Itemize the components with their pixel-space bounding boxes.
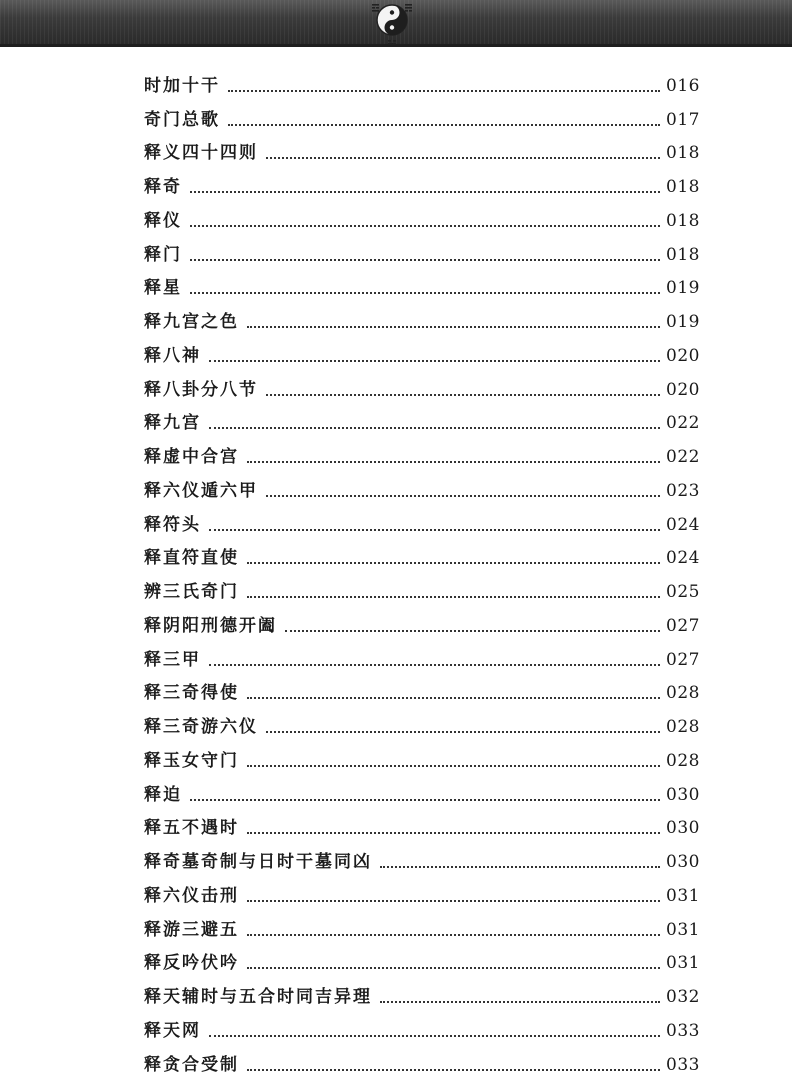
toc-entry[interactable] xyxy=(144,908,700,942)
toc-entry-title: 释义四十四则 xyxy=(144,143,258,164)
dot-leader xyxy=(228,90,660,92)
dot-leader xyxy=(190,225,660,227)
toc-entry-page: 030 xyxy=(666,784,700,805)
toc-entry-title: 释八卦分八节 xyxy=(144,379,258,400)
toc-entry-page: 033 xyxy=(666,1020,700,1041)
toc-entry-title: 释九宫之色 xyxy=(144,312,239,332)
toc-entry-page: 028 xyxy=(666,717,700,737)
toc-entry-title: 释星 xyxy=(144,278,182,299)
toc-entry[interactable] xyxy=(144,570,700,604)
taiji-emblem-icon xyxy=(364,0,420,48)
toc-entry-page: 030 xyxy=(666,852,700,872)
dot-leader xyxy=(247,562,660,564)
toc-entry-page: 028 xyxy=(666,750,700,771)
dot-leader xyxy=(190,191,660,193)
dot-leader xyxy=(266,731,660,733)
dot-leader xyxy=(266,394,660,396)
toc-entry-title: 释九宫 xyxy=(144,413,201,434)
toc-entry-title: 释六仪击刑 xyxy=(144,885,239,906)
toc-entry-page: 025 xyxy=(666,582,700,602)
toc-entry-title: 释奇 xyxy=(144,177,182,197)
dot-leader xyxy=(209,664,660,666)
toc-entry-page: 033 xyxy=(666,1054,700,1075)
toc-entry-title: 释奇墓奇制与日时干墓同凶 xyxy=(144,852,372,872)
dot-leader xyxy=(247,934,660,936)
dot-leader xyxy=(247,461,660,463)
dot-leader xyxy=(209,1035,660,1037)
dot-leader xyxy=(266,157,660,159)
toc-entry-title: 释五不遇时 xyxy=(144,818,239,839)
toc-entry-title: 释虚中合宫 xyxy=(144,447,239,467)
toc-entry-page: 016 xyxy=(666,75,700,96)
toc-entry-title: 释迫 xyxy=(144,784,182,805)
toc-entry-page: 030 xyxy=(666,818,700,839)
toc-entry-page: 031 xyxy=(666,919,700,940)
toc-entry-title: 释天辅时与五合时同吉异理 xyxy=(144,987,372,1007)
toc-entry-title: 释三奇游六仪 xyxy=(144,717,258,737)
dot-leader xyxy=(190,799,660,801)
toc-entry[interactable] xyxy=(144,874,700,908)
toc-entry[interactable] xyxy=(144,334,700,368)
dot-leader xyxy=(380,1001,660,1003)
toc-entry[interactable] xyxy=(144,1043,700,1077)
toc-entry[interactable] xyxy=(144,300,700,334)
toc-entry[interactable] xyxy=(144,705,700,739)
dot-leader xyxy=(209,360,660,362)
toc-entry-title: 释反吟伏吟 xyxy=(144,953,239,974)
toc-entry-title: 释贪合受制 xyxy=(144,1054,239,1075)
dot-leader xyxy=(190,292,660,294)
dot-leader xyxy=(285,630,660,632)
dot-leader xyxy=(247,326,660,328)
dot-leader xyxy=(190,259,660,261)
toc-entry[interactable] xyxy=(144,604,700,638)
toc-entry-page: 027 xyxy=(666,649,700,670)
toc-entry-page: 027 xyxy=(666,615,700,636)
toc-entry-page: 022 xyxy=(666,413,700,434)
dot-leader xyxy=(247,596,660,598)
toc-entry-title: 时加十干 xyxy=(144,75,220,96)
dot-leader xyxy=(247,967,660,969)
toc-entry[interactable] xyxy=(144,132,700,166)
toc-entry-page: 018 xyxy=(666,143,700,164)
toc-entry-page: 019 xyxy=(666,312,700,332)
toc-entry-page: 024 xyxy=(666,548,700,569)
toc-entry[interactable] xyxy=(144,942,700,976)
toc-entry-title: 释六仪遁六甲 xyxy=(144,480,258,501)
dot-leader xyxy=(247,697,660,699)
toc-entry[interactable] xyxy=(144,199,700,233)
toc-entry-page: 032 xyxy=(666,987,700,1007)
toc-entry[interactable] xyxy=(144,64,700,98)
toc-entry[interactable] xyxy=(144,672,700,706)
toc-entry[interactable] xyxy=(144,739,700,773)
dot-leader xyxy=(247,832,660,834)
toc-entry-page: 017 xyxy=(666,109,700,130)
table-of-contents xyxy=(144,64,700,1077)
toc-entry[interactable] xyxy=(144,1009,700,1043)
dot-leader xyxy=(209,529,660,531)
toc-entry-page: 018 xyxy=(666,244,700,265)
toc-entry-title: 释三甲 xyxy=(144,649,201,670)
toc-entry[interactable] xyxy=(144,503,700,537)
toc-entry-title: 释游三避五 xyxy=(144,919,239,940)
toc-entry-title: 释天网 xyxy=(144,1020,201,1041)
dot-leader xyxy=(209,427,660,429)
toc-entry-page: 019 xyxy=(666,278,700,299)
toc-entry-title: 释符头 xyxy=(144,514,201,535)
toc-entry[interactable] xyxy=(144,537,700,571)
toc-entry[interactable] xyxy=(144,469,700,503)
toc-entry-page: 023 xyxy=(666,480,700,501)
toc-entry-title: 释三奇得使 xyxy=(144,683,239,704)
dot-leader xyxy=(266,495,660,497)
toc-entry-page: 024 xyxy=(666,514,700,535)
toc-entry-title: 释八神 xyxy=(144,345,201,366)
toc-entry-title: 释仪 xyxy=(144,210,182,231)
dot-leader xyxy=(247,765,660,767)
toc-entry-title: 释阴阳刑德开阖 xyxy=(144,615,277,636)
toc-entry-title: 释玉女守门 xyxy=(144,750,239,771)
toc-entry[interactable] xyxy=(144,638,700,672)
toc-entry[interactable] xyxy=(144,807,700,841)
toc-entry-title: 释直符直使 xyxy=(144,548,239,569)
dot-leader xyxy=(380,866,660,868)
dot-leader xyxy=(247,1069,660,1071)
dot-leader xyxy=(247,900,660,902)
toc-entry[interactable] xyxy=(144,773,700,807)
toc-entry-page: 028 xyxy=(666,683,700,704)
toc-entry-page: 018 xyxy=(666,177,700,197)
toc-entry[interactable] xyxy=(144,368,700,402)
toc-entry-title: 释门 xyxy=(144,244,182,265)
toc-entry[interactable] xyxy=(144,98,700,132)
toc-entry-page: 031 xyxy=(666,885,700,906)
toc-entry-page: 020 xyxy=(666,345,700,366)
toc-entry-title: 奇门总歌 xyxy=(144,109,220,130)
toc-entry[interactable] xyxy=(144,267,700,301)
toc-entry[interactable] xyxy=(144,233,700,267)
toc-entry[interactable] xyxy=(144,435,700,469)
toc-entry-page: 022 xyxy=(666,447,700,467)
toc-entry-title: 辨三氏奇门 xyxy=(144,582,239,602)
toc-entry[interactable] xyxy=(144,165,700,199)
dot-leader xyxy=(228,124,660,126)
toc-entry-page: 020 xyxy=(666,379,700,400)
toc-entry[interactable] xyxy=(144,840,700,874)
toc-entry[interactable] xyxy=(144,975,700,1009)
toc-entry-page: 018 xyxy=(666,210,700,231)
toc-entry[interactable] xyxy=(144,402,700,436)
toc-entry-page: 031 xyxy=(666,953,700,974)
